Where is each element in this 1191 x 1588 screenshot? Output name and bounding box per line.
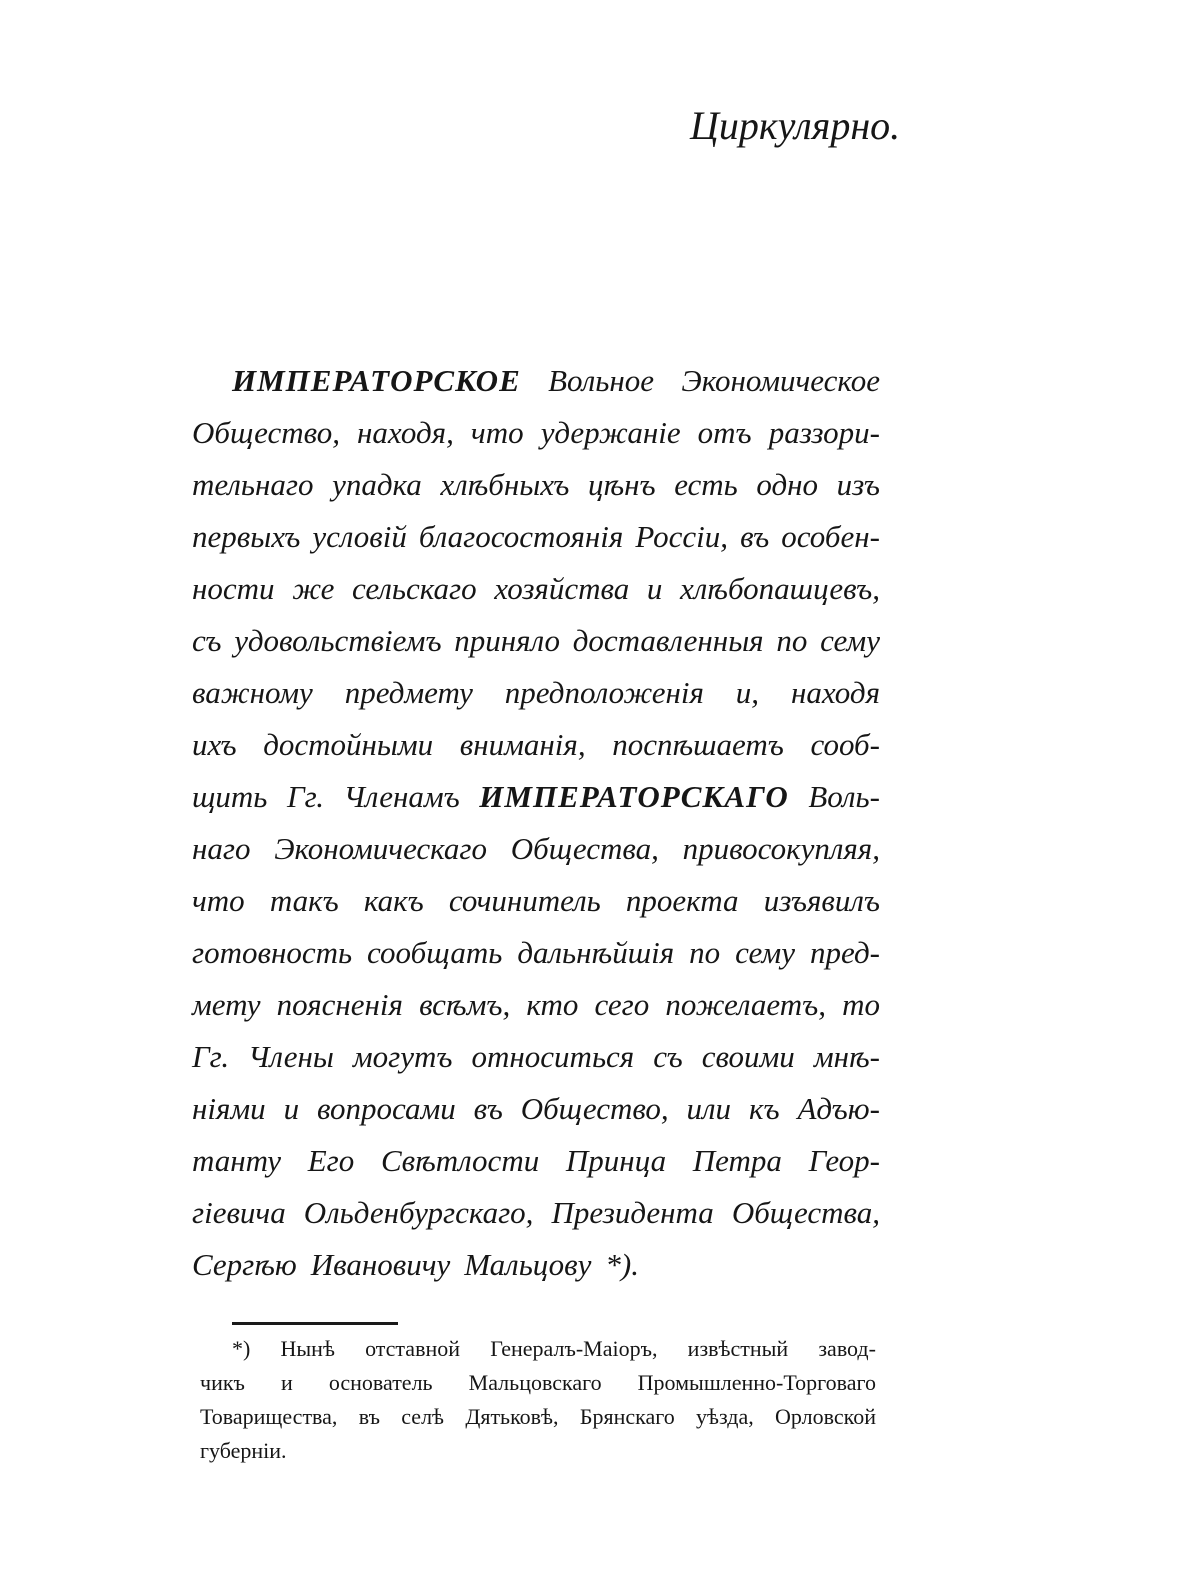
word: Президента — [551, 1195, 714, 1230]
word: сочинитель — [448, 883, 601, 918]
word: упадка — [332, 467, 422, 502]
word: Экономическое — [681, 363, 880, 398]
word: ихъ — [192, 727, 237, 762]
word: что — [470, 415, 524, 450]
footnote-word: и — [280, 1370, 293, 1395]
paragraph-line — [192, 1240, 880, 1290]
circular-heading: Циркулярно. — [690, 103, 901, 148]
word: пред- — [809, 935, 880, 970]
word: привосокупляя, — [682, 831, 880, 866]
word: Вольное — [548, 363, 655, 398]
word: хозяйства — [494, 571, 630, 606]
word: мнѣ- — [813, 1039, 880, 1074]
paragraph-line — [192, 980, 880, 1030]
word: поясненія — [276, 987, 403, 1022]
paragraph-line — [192, 668, 880, 718]
word: тельнаго — [192, 467, 314, 502]
paragraph-line — [232, 356, 880, 406]
word: что — [192, 883, 245, 918]
word: Экономическаго — [274, 831, 488, 866]
paragraph-line — [192, 772, 880, 822]
footnote-line — [200, 1400, 876, 1434]
word: Гг. — [286, 779, 325, 814]
word: отъ — [697, 415, 752, 450]
word: сельскаго — [352, 571, 477, 606]
word: *). — [605, 1247, 639, 1282]
word: по — [689, 935, 721, 970]
word: Мальцову — [464, 1247, 592, 1282]
word: къ — [748, 1091, 780, 1126]
word: сообщать — [367, 935, 503, 970]
footnote-word: чикъ — [200, 1370, 245, 1395]
word: Гг. — [192, 1039, 230, 1074]
footnote-word: отставной — [365, 1336, 461, 1361]
word: гіевича — [192, 1195, 286, 1230]
word: изъявилъ — [763, 883, 880, 918]
footnote-word: извѣстный — [687, 1336, 789, 1361]
word: сему — [735, 935, 795, 970]
word: вопросами — [316, 1091, 456, 1126]
paragraph-line — [192, 720, 880, 770]
footnote-word: *) — [232, 1336, 251, 1361]
word: и, — [735, 675, 760, 710]
word: Общество, — [520, 1091, 669, 1126]
word: особен- — [781, 519, 880, 554]
footnote-word: завод- — [818, 1336, 876, 1361]
word: Принца — [565, 1143, 667, 1178]
paragraph-line — [192, 1032, 880, 1082]
word: Его — [307, 1143, 355, 1178]
word: съ — [192, 623, 222, 658]
paragraph-line — [192, 928, 880, 978]
word: ИМПЕРАТОРСКАГО — [479, 779, 789, 814]
word: Ольденбургскаго, — [303, 1195, 534, 1230]
footnote-word: Брянскаго — [579, 1404, 675, 1429]
word: могутъ — [352, 1039, 453, 1074]
word: Адъю- — [797, 1091, 880, 1126]
word: своими — [701, 1039, 795, 1074]
footnote-word: Дятьковѣ, — [465, 1404, 559, 1429]
word: то — [842, 987, 880, 1022]
footnote-divider — [232, 1322, 398, 1325]
word: ности — [192, 571, 275, 606]
word: или — [686, 1091, 732, 1126]
footnote-line — [200, 1434, 876, 1468]
word: находя — [790, 675, 880, 710]
word: въ — [473, 1091, 503, 1126]
word: изъ — [836, 467, 880, 502]
word: удержаніе — [540, 415, 681, 450]
word: удовольствіемъ — [234, 623, 442, 658]
word: такъ — [269, 883, 339, 918]
word: Петра — [692, 1143, 782, 1178]
footnote-line — [200, 1366, 876, 1400]
footnote-line — [232, 1332, 876, 1366]
word: наго — [192, 831, 251, 866]
word: сему — [820, 623, 880, 658]
word: относиться — [471, 1039, 635, 1074]
footnote-word: уѣзда, — [696, 1404, 754, 1429]
word: щить — [192, 779, 268, 814]
word: и — [283, 1091, 300, 1126]
paragraph-line — [192, 1188, 880, 1238]
footnote-word: въ — [358, 1404, 380, 1429]
word: мету — [192, 987, 261, 1022]
word: ИМПЕРАТОРСКОЕ — [232, 363, 521, 398]
word: важному — [192, 675, 313, 710]
footnote-word: Товарищества, — [200, 1404, 338, 1429]
word: Россіи, — [635, 519, 729, 554]
word: Общества, — [731, 1195, 880, 1230]
word: Свѣтлости — [380, 1143, 540, 1178]
word: предмету — [344, 675, 473, 710]
paragraph-line — [192, 876, 880, 926]
word: есть — [674, 467, 738, 502]
word: всѣмъ, — [419, 987, 511, 1022]
paragraph-line — [192, 1084, 880, 1134]
word: какъ — [363, 883, 424, 918]
paragraph-line — [192, 616, 880, 666]
paragraph-line — [192, 1136, 880, 1186]
footnote-word: Мальцовскаго — [468, 1370, 602, 1395]
footnote-word: Промышленно-Торговаго — [637, 1370, 876, 1395]
paragraph-line — [192, 408, 880, 458]
word: достойными — [263, 727, 434, 762]
paragraph-line — [192, 824, 880, 874]
word: Члены — [248, 1039, 334, 1074]
word: съ — [653, 1039, 683, 1074]
word: цѣнъ — [587, 467, 656, 502]
footnote-word: Нынѣ — [280, 1336, 335, 1361]
word: проекта — [625, 883, 739, 918]
word: предположенія — [504, 675, 704, 710]
word: въ — [740, 519, 770, 554]
paragraph-line — [192, 564, 880, 614]
word: пожелаетъ, — [665, 987, 826, 1022]
word: вниманія, — [459, 727, 586, 762]
footnote-word: селѣ — [401, 1404, 444, 1429]
paragraph-line — [192, 460, 880, 510]
word: Воль- — [808, 779, 880, 814]
word: поспѣшаетъ — [612, 727, 784, 762]
word: находя, — [357, 415, 454, 450]
word: кто — [526, 987, 579, 1022]
footnote-word: Орловской — [775, 1404, 876, 1429]
word: благосостоянія — [418, 519, 624, 554]
word: Членамъ — [343, 779, 460, 814]
word: сооб- — [810, 727, 880, 762]
word: же — [292, 571, 335, 606]
word: Общество, — [192, 415, 340, 450]
word: танту — [192, 1143, 282, 1178]
word: сего — [594, 987, 650, 1022]
word: и — [646, 571, 663, 606]
word: дальнѣйшія — [517, 935, 675, 970]
footnote-word: Генералъ-Маіоръ, — [490, 1336, 658, 1361]
word: по — [776, 623, 808, 658]
paragraph-line — [192, 512, 880, 562]
word: Общества, — [510, 831, 659, 866]
word: раззори- — [768, 415, 880, 450]
word: ніями — [192, 1091, 266, 1126]
word: Геор- — [808, 1143, 880, 1178]
footnote-word: губерніи. — [200, 1438, 287, 1463]
word: приняло — [454, 623, 560, 658]
footnote-word: основатель — [328, 1370, 433, 1395]
word: готовность — [192, 935, 353, 970]
word: первыхъ — [192, 519, 301, 554]
word: одно — [756, 467, 819, 502]
word: условій — [312, 519, 407, 554]
word: доставленныя — [572, 623, 764, 658]
word: Сергѣю — [192, 1247, 297, 1282]
word: хлѣбныхъ — [440, 467, 570, 502]
word: Ивановичу — [310, 1247, 451, 1282]
word: хлѣбопашцевъ, — [680, 571, 880, 606]
